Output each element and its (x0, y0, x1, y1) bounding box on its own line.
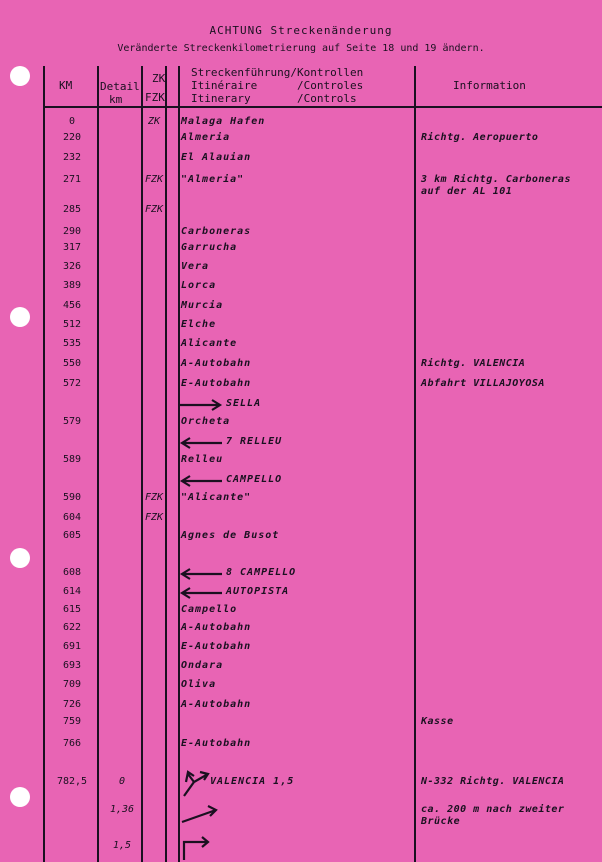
km-cell: 604 (62, 512, 82, 523)
km-cell: 726 (62, 699, 82, 710)
km-cell: 759 (62, 716, 82, 727)
table-row (0, 622, 602, 640)
table-row (0, 338, 602, 356)
route-cell: CAMPELLO (226, 474, 283, 485)
col-header-detail-unit: km (109, 93, 123, 106)
information-cell: 3 km Richtg. Carboneras auf der AL 101 (421, 174, 571, 197)
km-cell: 572 (62, 378, 82, 389)
table-row (0, 567, 602, 585)
route-cell: Ondara (181, 660, 224, 671)
km-cell: 590 (62, 492, 82, 503)
km-cell: 535 (62, 338, 82, 349)
route-cell: E-Autobahn (181, 738, 252, 749)
km-cell: 271 (62, 174, 82, 185)
table-row (0, 804, 602, 827)
route-cell: 8 CAMPELLO (226, 567, 297, 578)
table-row (0, 242, 602, 260)
control-type-cell: FZK (144, 174, 164, 185)
route-cell: 7 RELLEU (226, 436, 283, 447)
route-cell: "Almeria" (181, 174, 245, 185)
route-cell: Relleu (181, 454, 224, 465)
km-cell: 709 (62, 679, 82, 690)
route-cell: E-Autobahn (181, 641, 252, 652)
table-row (0, 152, 602, 170)
route-cell: Carboneras (181, 226, 252, 237)
km-cell: 0 (68, 116, 76, 127)
table-row (0, 530, 602, 548)
table-row (0, 398, 602, 416)
km-cell: 782,5 (56, 776, 88, 787)
route-cell: SELLA (226, 398, 262, 409)
route-cell: Malaga Hafen (181, 116, 266, 127)
table-row (0, 319, 602, 337)
route-cell: Lorca (181, 280, 217, 291)
km-cell: 614 (62, 586, 82, 597)
km-cell: 326 (62, 261, 82, 272)
table-row (0, 378, 602, 396)
km-cell: 622 (62, 622, 82, 633)
table-row (0, 660, 602, 678)
route-cell: Campello (181, 604, 238, 615)
information-cell: ca. 200 m nach zweiter Brücke (421, 804, 565, 827)
arrow-turn-icon (178, 796, 226, 826)
table-row (0, 474, 602, 492)
km-cell: 285 (62, 204, 82, 215)
km-cell: 220 (62, 132, 82, 143)
control-type-cell: FZK (144, 204, 164, 215)
table-row (0, 776, 602, 794)
table-row (0, 454, 602, 472)
col-header-km: KM (59, 79, 73, 92)
table-row (0, 716, 602, 734)
table-row (0, 586, 602, 604)
km-cell: 550 (62, 358, 82, 369)
km-cell: 512 (62, 319, 82, 330)
km-cell: 589 (62, 454, 82, 465)
information-cell: Richtg. VALENCIA (421, 358, 526, 369)
table-row (0, 132, 602, 150)
detail-km-cell: 1,36 (109, 804, 135, 815)
detail-km-cell: 0 (118, 776, 126, 787)
header-rule (43, 106, 602, 108)
table-row (0, 358, 602, 376)
table-row (0, 300, 602, 318)
col-header-zk: ZK (152, 72, 166, 85)
table-row (0, 641, 602, 659)
km-cell: 456 (62, 300, 82, 311)
table-row (0, 840, 602, 858)
notice-title: ACHTUNG Streckenänderung (209, 24, 393, 37)
information-cell: Abfahrt VILLAJOYOSA (421, 378, 545, 389)
route-cell: Garrucha (181, 242, 238, 253)
route-cell: Agnes de Busot (181, 530, 280, 541)
table-row (0, 604, 602, 622)
table-row (0, 416, 602, 434)
table-row (0, 436, 602, 454)
notice-subtitle: Veränderte Streckenkilometrierung auf Seite 18 und 19 ändern. (117, 43, 485, 54)
information-cell: Kasse (421, 716, 454, 727)
km-cell: 608 (62, 567, 82, 578)
table-row (0, 679, 602, 697)
km-cell: 693 (62, 660, 82, 671)
route-cell: El Alauian (181, 152, 252, 163)
route-cell: A-Autobahn (181, 358, 252, 369)
route-cell: Almeria (181, 132, 231, 143)
km-cell: 579 (62, 416, 82, 427)
km-cell: 605 (62, 530, 82, 541)
km-cell: 766 (62, 738, 82, 749)
km-cell: 691 (62, 641, 82, 652)
table-row (0, 492, 602, 510)
col-header-information: Information (453, 79, 526, 92)
information-cell: Richtg. Aeropuerto (421, 132, 539, 143)
arrow-turn-icon (178, 832, 226, 862)
km-cell: 389 (62, 280, 82, 291)
route-cell: Murcia (181, 300, 224, 311)
route-cell: Oliva (181, 679, 217, 690)
col-header-fzk: FZK (145, 91, 165, 104)
route-cell: Vera (181, 261, 210, 272)
control-type-cell: ZK (147, 116, 161, 127)
table-row (0, 261, 602, 279)
route-cell: Orcheta (181, 416, 231, 427)
punch-hole (10, 66, 30, 86)
km-cell: 317 (62, 242, 82, 253)
col-header-route: Streckenführung/Kontrollen (191, 66, 364, 79)
table-row (0, 512, 602, 530)
route-cell: A-Autobahn (181, 699, 252, 710)
detail-km-cell: 1,5 (112, 840, 132, 851)
km-cell: 615 (62, 604, 82, 615)
table-row (0, 204, 602, 222)
route-cell: "Alicante" (181, 492, 252, 503)
table-row (0, 174, 602, 197)
control-type-cell: FZK (144, 512, 164, 523)
route-cell: A-Autobahn (181, 622, 252, 633)
km-cell: 232 (62, 152, 82, 163)
table-row (0, 699, 602, 717)
information-cell: N-332 Richtg. VALENCIA (421, 776, 565, 787)
route-cell: Elche (181, 319, 217, 330)
route-cell: Alicante (181, 338, 238, 349)
control-type-cell: FZK (144, 492, 164, 503)
route-cell: VALENCIA 1,5 (210, 776, 295, 787)
route-cell: E-Autobahn (181, 378, 252, 389)
col-header-route-fr: Itinéraire /Controles (191, 79, 364, 92)
punch-hole (10, 548, 30, 568)
km-cell: 290 (62, 226, 82, 237)
col-header-route-en: Itinerary /Controls (191, 92, 357, 105)
table-row (0, 280, 602, 298)
col-header-detail: Detail (100, 80, 140, 93)
table-row (0, 738, 602, 756)
route-cell: AUTOPISTA (226, 586, 290, 597)
